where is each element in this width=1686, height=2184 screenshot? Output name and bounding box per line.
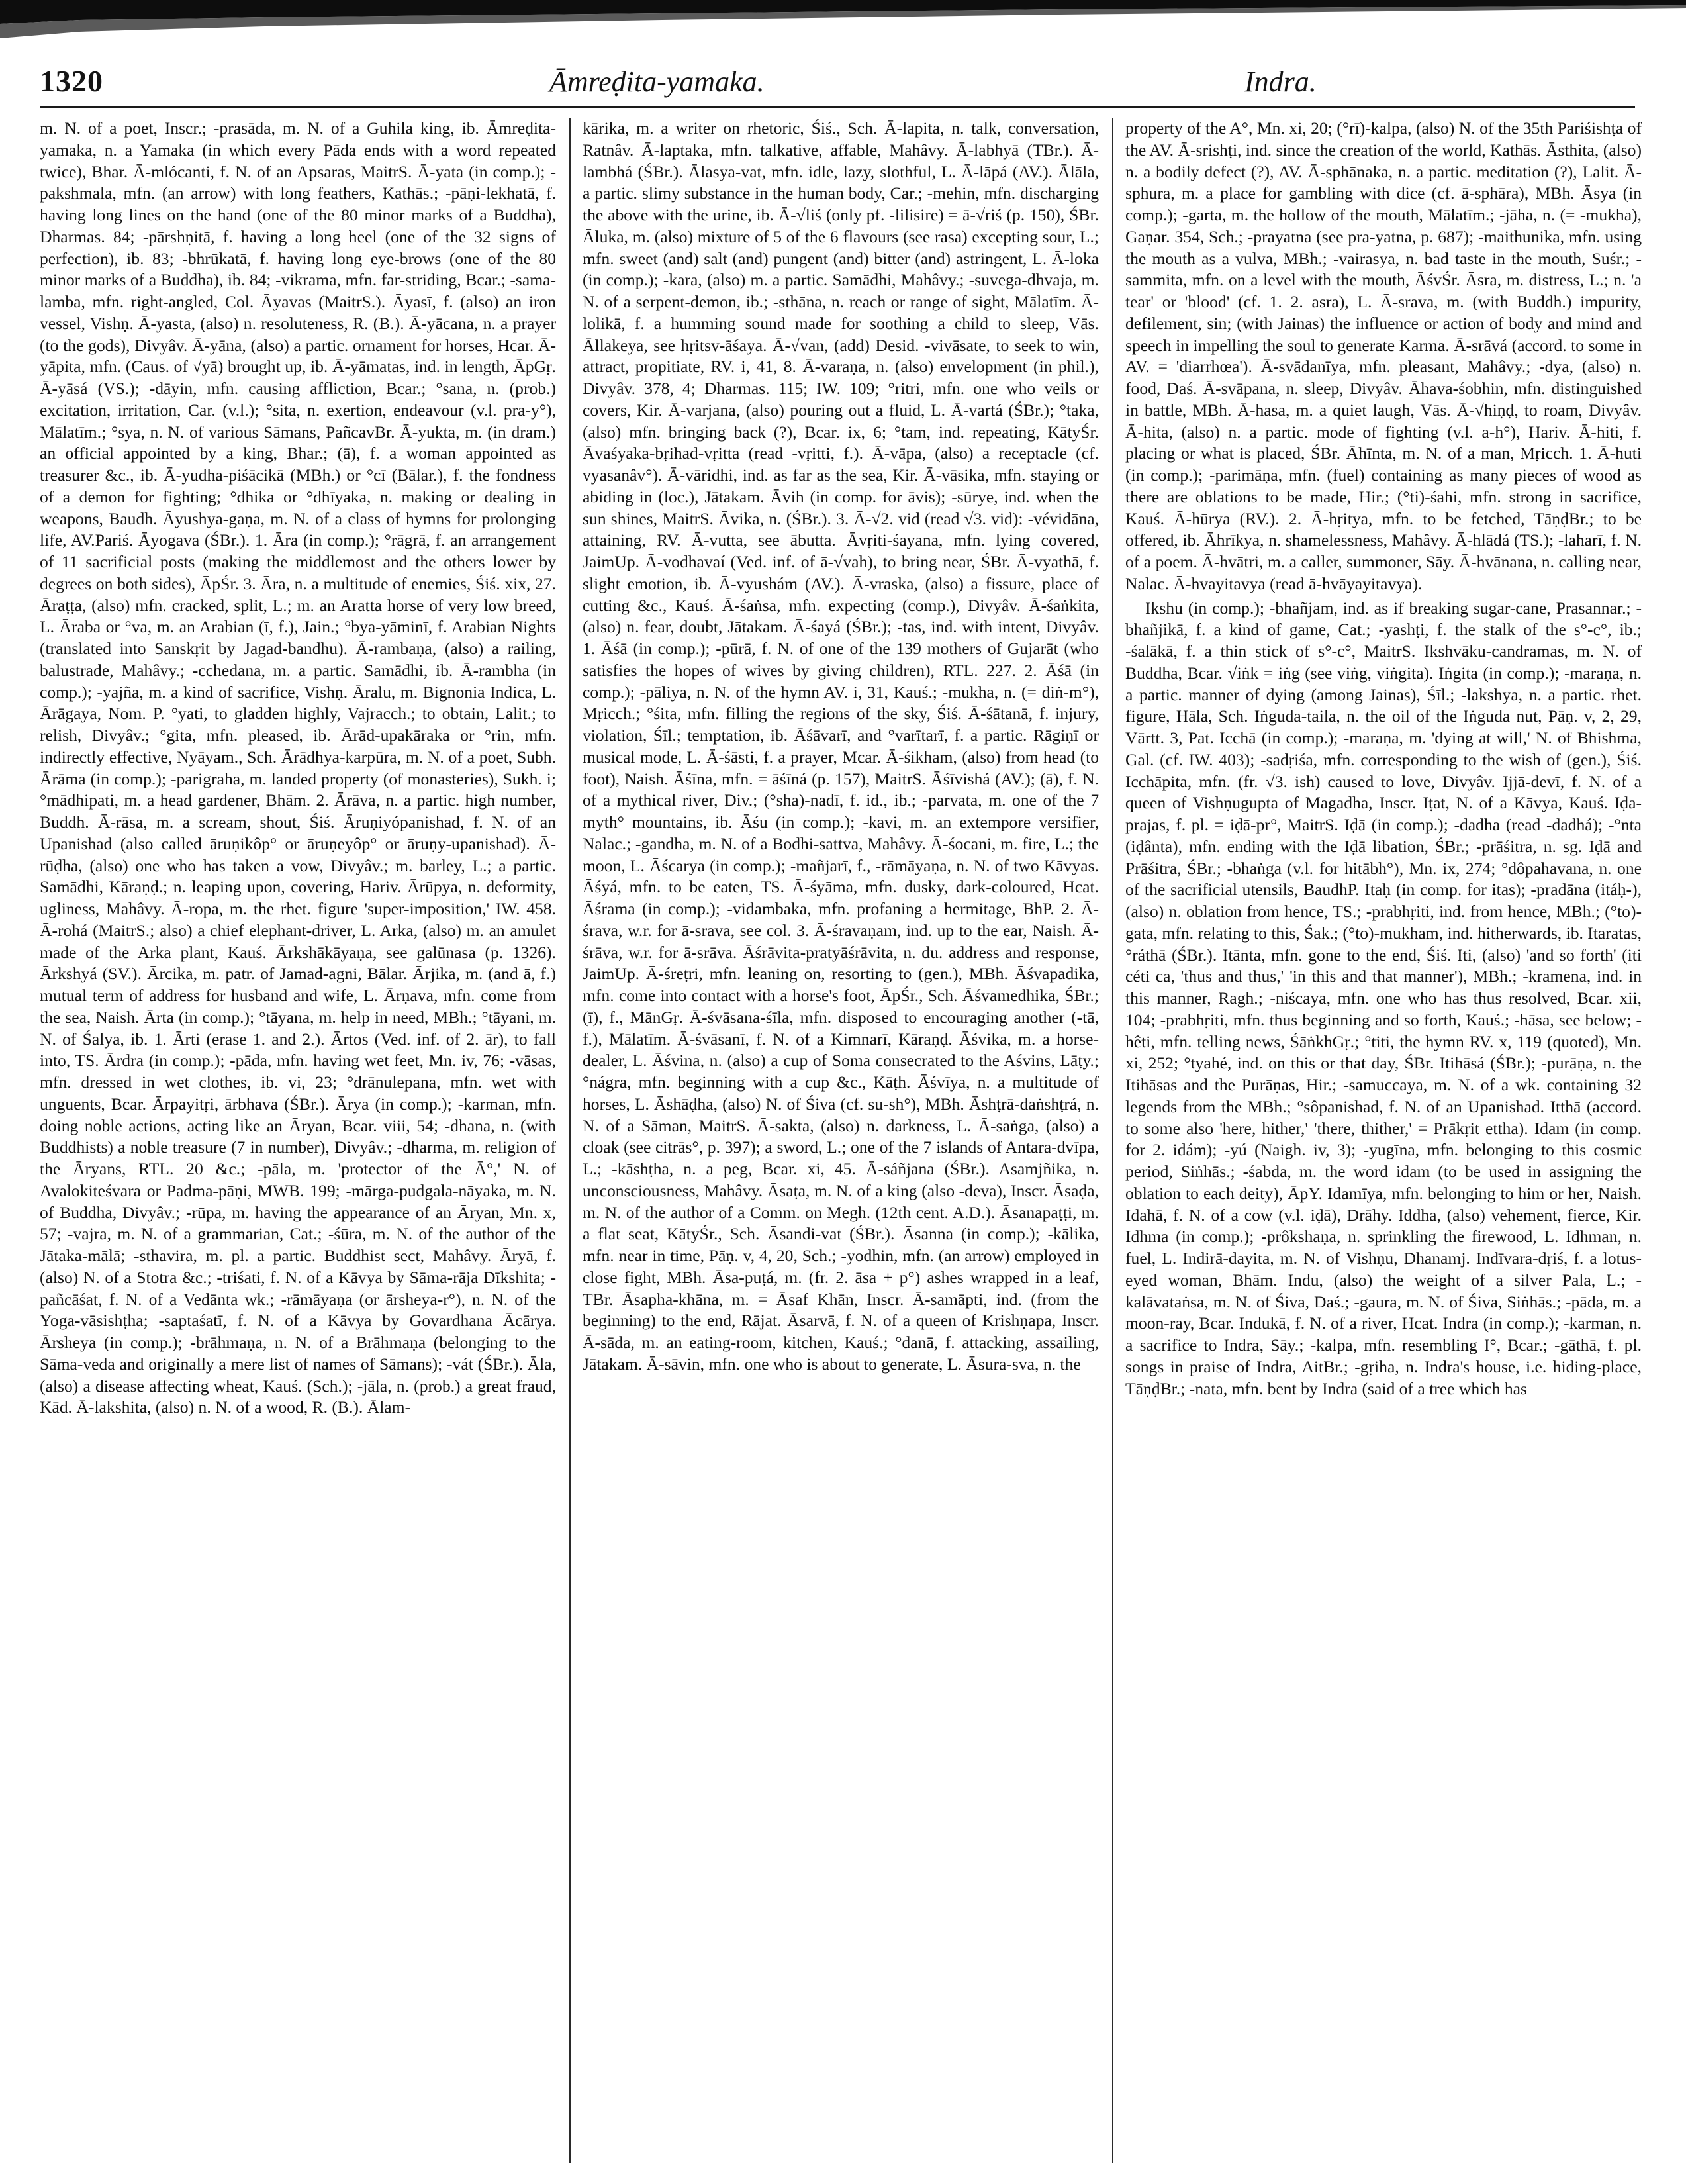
running-head-last-entry: Indra. [1244, 66, 1317, 98]
scan-edge-shape [0, 0, 1686, 56]
header-rule [40, 106, 1635, 108]
scan-edge-shadow [0, 0, 1686, 56]
column-3 [1125, 118, 1642, 2170]
page-number: 1320 [40, 64, 103, 98]
column-3-text-a: property of the A°, Mn. xi, 20; (°rī)-kalpa, (also) N. of the 35th Pariśishṭa of the AV. Ā-srishṭi, ind. since the creation of the world, Kathās. Āsthita, (also) n. a bodily defect (?), AV. Ā-sphānaka, n. a partic. meditation (?), Lalit. Ā-sphura, m. a place for gambling with dice (cf. ā-sphāra), MBh. Āsya (in comp.); -garta, m. the hollow of the mouth, Mālatīm.; -jāha, n. (= -mukha), Gaṇar. 354, Sch.; -prayatna (see pra-yatna, p. 687); -maithunika, mfn. using the mouth as a vulva, MBh.; -vairasya, n. bad taste in the mouth, Suśr.; -sammita, mfn. on a level with the mouth, ĀśvŚr. Āsra, m. distress, L.; n. 'a tear' or 'blood' (cf. 1. 2. asra), L. Ā-srava, m. (with Buddh.) impurity, defilement, sin; (with Jainas) the influence or action of body and mind and speech in impelling the soul to generate Karma. Ā-srāvá (accord. to some in AV. = 'diarrhœa'). Ā-svādanīya, mfn. pleasant, Mahâvy.; -dya, (also) n. food, Daś. Ā-svāpana, n. sleep, Divyâv. Āhava-śobhin, mfn. distinguished in battle, MBh. Ā-hasa, m. a quiet laugh, Vās. Ā-√hiṇḍ, to roam, Divyâv. Ā-hita, (also) n. a partic. mode of fighting (v.l. a-h°), Hariv. Ā-hiti, f. placing or what is placed, ŚBr. Āhīnta, m. N. of a man, Mṛicch. 1. Ā-huti (in comp.); -parimāṇa, mfn. (fuel) containing as many pieces of wood as there are oblations to be made, Hir.; (°ti)-śahi, mfn. strong in sacrifice, Kauś. Ā-hūrya (RV.). 2. Ā-hṛitya, mfn. to be fetched, TāṇḍBr.; to be offered, ib. Āhrīkya, n. shamelessness, Mahâvy. Ā-hlādá (TS.); -laharī, f. N. of a poem. Ā-hvātri, m. a caller, summoner, Sāy. Ā-hvānana, n. calling near, Nalac. Ā-hvayitavya (read ā-hvāyayitavya). [1125, 119, 1642, 593]
column-1-text: m. N. of a poet, Inscr.; -prasāda, m. N. of a Guhila king, ib. Āmreḍita-yamaka, n. a Yamaka (in which every Pāda ends with a word repeated twice), Bhar. Ā-mlócanti, f. N. of an Apsaras, MaitrS. Ā-yata (in comp.); -pakshmala, mfn. (an arrow) with long feathers, Kathās.; -pāṇi-lekhatā, f. having long lines on the hand (one of the 80 minor marks of a Buddha), Dharmas. 84; -pārshṇitā, f. having a long heel (one of the 32 signs of perfection), ib. 83; -bhrūkatā, f. having long eye-brows (one of the 80 minor marks of a Buddha), ib. 84; -vikrama, mfn. far-striding, Bcar.; -sama-lamba, mfn. right-angled, Col. Āyavas (MaitrS.). Āyasī, f. (also) an iron vessel, Vishṇ. Ā-yasta, (also) n. resoluteness, R. (B.). Ā-yācana, n. a prayer (to the gods), Divyâv. Ā-yāna, (also) a partic. ornament for horses, Hcar. Ā-yāpita, mfn. (Caus. of √yā) brought up, ib. Ā-yāmatas, ind. in length, ĀpGṛ. Ā-yāsá (VS.); -dāyin, mfn. causing affliction, Bcar.; °sana, n. (prob.) excitation, irritation, Car. (v.l.); °sita, n. exertion, endeavour (v.l. pra-y°), Mālatīm.; °sya, n. N. of various Sāmans, PañcavBr. Ā-yukta, m. (in dram.) an official appointed by a king, Bhar.; (ā), f. a woman appointed as treasurer &c., ib. Ā-yudha-piśācikā (MBh.) or °cī (Bālar.), f. the fondness of a demon for fighting; °dhika or °dhīyaka, n. making or dealing in weapons, Baudh. Āyushya-gaṇa, m. N. of a class of hymns for prolonging life, AV.Pariś. Āyogava (ŚBr.). 1. Āra (in comp.); °rāgrā, f. an arrangement of 11 sacrificial posts (making the middlemost and the others lower by degrees on both sides), ĀpŚr. 3. Āra, n. a multitude of enemies, Śiś. xix, 27. Āraṭṭa, (also) mfn. cracked, split, L.; m. an Aratta horse of very low breed, L. Āraba or °va, m. an Arabian (ī, f.), Jain.; °bya-yāminī, f. Arabian Nights (translated into Sanskṛit by Jagad-bandhu). Ā-rambaṇa, (also) a railing, balustrade, Mahâvy.; -cchedana, m. a partic. Samādhi, ib. Ā-rambha (in comp.); -yajña, m. a kind of sacrifice, Vishṇ. Āralu, m. Bignonia Indica, L. Ārāgaya, Nom. P. °yati, to gladden highly, Vajracch.; to obtain, Lalit.; to relish, Divyâv.; °gita, mfn. pleased, ib. Ārād-upakāraka or °rin, mfn. indirectly effective, Nyāyam., Sch. Ārādhya-karpūra, m. N. of a poet, Subh. Ārāma (in comp.); -parigraha, m. landed property (of monasteries), Sukh. i; °mādhipati, m. a head gardener, Bhām. 2. Ārāva, n. a partic. high number, Buddh. Ā-rāsa, m. a scream, shout, Śiś. Āruṇiyópanishad, f. N. of an Upanishad (also called āruṇikôp° or āruṇeyôp° or āruṇy-upanishad). Ā-rūḍha, (also) one who has taken a vow, Divyâv.; m. barley, L.; a partic. Samādhi, Kāraṇḍ.; n. leaping upon, covering, Hariv. Ārūpya, n. deformity, ugliness, Mahâvy. Ā-ropa, m. the rhet. figure 'super-imposition,' IW. 458. Ā-rohá (MaitrS.; also) a chief elephant-driver, L. Arka, (also) m. an amulet made of the Arka plant, Kauś. Ārkshākāyaṇa, see galūnasa (p. 1326). Ārkshyá (SV.). Ārcika, m. patr. of Jamad-agni, Bālar. Ārjika, m. (and ā, f.) mutual term of address for husband and wife, L. Ārṇava, mfn. come from the sea, Naish. Ārta (in comp.); °tāyana, m. help in need, MBh.; °tāyani, m. N. of Śalya, ib. 1. Ārti (erase 1. and 2.). Ārtos (Ved. inf. of 2. ār), to fall into, TS. Ārdra (in comp.); -pāda, mfn. having wet feet, Mn. iv, 76; -vāsas, mfn. dressed in wet clothes, ib. vi, 23; °drānulepana, mfn. wet with unguents, Bcar. Ārpayitṛi, ārbhava (ŚBr.). Ārya (in comp.); -karman, mfn. doing noble actions, acting like an Āryan, Bcar. viii, 54; -dhana, n. (with Buddhists) a noble treasure (7 in number), Divyâv.; -dharma, m. religion of the Āryans, RTL. 20 &c.; -pāla, m. 'protector of the Ā°,' N. of Avalokiteśvara or Padma-pāṇi, MWB. 199; -mārga-pudgala-nāyaka, m. N. of Buddha, Divyâv.; -rūpa, m. having the appearance of an Āryan, Mn. x, 57; -vajra, m. N. of a grammarian, Cat.; -śūra, m. N. of the author of the Jātaka-mālā; -sthavira, m. pl. a partic. Buddhist sect, Mahâvy. Āryā, f. (also) N. of a Stotra &c.; -triśati, f. N. of a Kāvya by Sāma-rāja Dīkshita; -pañcāśat, f. N. of a Vedānta wk.; -rāmāyaṇa (or ārsheya-r°), n. N. of the Yoga-vāsishṭha; -saptaśatī, f. N. of a Kāvya by Govardhana Ācārya. Ārsheya (in comp.); -brāhmaṇa, n. N. of a Brāhmaṇa (belonging to the Sāma-veda and originally a mere list of names of Sāmans); -vát (ŚBr.). Āla, (also) a disease affecting wheat, Kauś. (Sch.); -jāla, n. (prob.) a great fraud, Kād. Ā-lakshita, (also) n. N. of a wood, R. (B.). Ālam- [40, 119, 556, 1417]
column-divider-1 [569, 118, 571, 2163]
column-3-text-b: Ikshu (in comp.); -bhañjam, ind. as if breaking sugar-cane, Prasannar.; -bhañjikā, f. a kind of game, Cat.; -yashṭi, f. the stalk of the s°-c°, ib.; -śalākā, f. a thin stick of s°-c°, MaitrS. Ikshvāku-candramas, m. N. of Buddha, Bcar. √iṅk = iṅg (see viṅg, viṅgita). Iṅgita (in comp.); -maraṇa, n. a partic. manner of dying (among Jainas), Śīl.; -lakshya, n. a partic. rhet. figure, Hāla, Sch. Iṅguda-taila, n. the oil of the Iṅguda nut, Pāṇ. v, 2, 29, Vārtt. 3, Pat. Icchā (in comp.); -maraṇa, m. 'dying at will,' N. of Bhishma, Gal. (cf. IW. 403); -sadṛiśa, mfn. corresponding to the wish of (gen.), Śiś. Icchāpita, mfn. (fr. √3. ish) caused to love, Divyâv. Ijjā-devī, f. N. of a queen of Vishṇugupta of Magadha, Inscr. Iṭat, N. of a Kāvya, Kauś. Iḍa-prajas, f. pl. = iḍā-pr°, MaitrS. Iḍā (in comp.); -dadha (read -dadhá); -°nta (iḍânta), mfn. ending with the Iḍā libation, ŚBr.; -prāśitra, n. sg. Iḍā and Prāśitra, ŚBr.; -bhaṅga (v.l. for hitābh°), Mn. ix, 274; °dôpahavana, n. one of the sacrificial utensils, BaudhP. Itaḥ (in comp. for itas); -pradāna (itáḥ-), (also) n. oblation from hence, TS.; -prabhṛiti, ind. from hence, MBh.; (°to)-gata, mfn. relating to this, Śak.; (°to)-mukham, ind. hitherwards, ib. Itaratas, °ráthā (ŚBr.). Itānta, mfn. gone to the end, Śiś. Iti, (also) 'and so forth' (iti céti ca, 'thus and thus,' 'in this and that manner'), MBh.; -kramena, ind. in this manner, Ragh.; -niścaya, mfn. one who has thus resolved, Bcar. xii, 104; -prabhṛiti, mfn. thus beginning and so forth, Kauś.; -hāsa, see below; -hêti, mfn. telling news, ŚāṅkhGṛ.; °titi, the hymn RV. x, 119 (quoted), Mn. xi, 252; °tyahé, ind. on this or that day, ŚBr. Itihāsá (ŚBr.); -purāṇa, n. the Itihāsas and the Purāṇas, Hir.; -samuccaya, m. N. of a wk. containing 32 legends from the MBh.; °sôpanishad, f. N. of an Upanishad. Itthā (accord. to some also 'here, hither,' 'there, thither,' = Prākṛit ettha). Idam (in comp. for 2. idám); -yú (Naigh. iv, 3); -yugīna, mfn. belonging to this cosmic period, Siṅhās.; -śabda, m. the word idam (to be used in assigning the oblation to each deity), ĀpY. Idamīya, mfn. belonging to him or her, Naish. Idahā, f. N. of a cow (v.l. iḍā), Drāhy. Iddha, (also) vehement, fierce, Kir. Idhma (in comp.); -prôkshaṇa, n. sprinkling the firewood, L. Idhman, n. fuel, L. Indirā-dayita, m. N. of Vishṇu, Dhanamj. Indīvara-dṛiś, f. a lotus-eyed woman, Bhām. Indu, (also) the weight of a silver Pala, L.; -kalāvataṅsa, m. N. of Śiva, Daś.; -gaura, m. N. of Śiva, Siṅhās.; -pāda, m. a moon-ray, Bcar. Indukā, f. N. of a river, Hcat. Indra (in comp.); -karman, n. a sacrifice to Indra, Sāy.; -kalpa, mfn. resembling I°, Bcar.; -gāthā, f. pl. songs in praise of Indra, AitBr.; -gṛiha, n. Indra's house, i.e. hiding-place, TāṇḍBr.; -nata, mfn. bent by Indra (said of a tree which has [1125, 598, 1642, 1398]
dictionary-columns [40, 118, 1642, 2170]
column-1 [40, 118, 556, 2170]
page-header [40, 64, 1648, 117]
column-2 [583, 118, 1099, 2170]
column-divider-2 [1112, 118, 1113, 2163]
running-head-first-entry: Āmreḍita-yamaka. [549, 66, 765, 98]
column-2-text: kārika, m. a writer on rhetoric, Śiś., Sch. Ā-lapita, n. talk, conversation, Ratnâv. Ā-laptaka, mfn. talkative, affable, Mahâvy. Ā-labhyā (TBr.). Ā-lambhá (ŚBr.). Ālasya-vat, mfn. idle, lazy, slothful, L. Ā-lāpá (AV.). Ālāla, a partic. slimy substance in the human body, Car.; -mehin, mfn. discharging the above with the urine, ib. Ā-√liś (only pf. -lilisire) = ā-√riś (p. 150), ŚBr. Āluka, m. (also) mixture of 5 of the 6 flavours (see rasa) excepting sour, L.; mfn. sweet (and) salt (and) pungent (and) bitter (and) astringent, L. Ā-loka (in comp.); -kara, (also) m. a partic. Samādhi, Mahâvy.; -suvega-dhvaja, m. N. of a serpent-demon, ib.; -sthāna, n. reach or range of sight, Mālatīm. Ā-lolikā, f. a humming sound made for soothing a child to sleep, Vās. Āllakeya, see hṛitsv-āśaya. Ā-√van, (add) Desid. -vivāsate, to seek to win, attract, propitiate, RV. i, 41, 8. Ā-varaṇa, n. (also) envelopment (in phil.), Divyâv. 378, 4; Dharmas. 115; IW. 109; °ritri, mfn. one who veils or covers, Kir. Ā-varjana, (also) pouring out a fluid, L. Ā-vartá (ŚBr.); °taka, (also) mfn. bringing back (?), Bcar. ix, 6; °tam, ind. repeating, KātyŚr. Āvaśyaka-bṛihad-vṛitta (read -vṛitti, f.). Ā-vāpa, (also) a receptacle (cf. vyasanâv°). Ā-vāridhi, ind. as far as the sea, Kir. Ā-vāsika, mfn. staying or abiding in (loc.), Jātakam. Āvih (in comp. for āvis); -sūrye, ind. when the sun shines, MaitrS. Āvika, n. (ŚBr.). 3. Ā-√2. vid (read √3. vid): -vévidāna, attaining, RV. Ā-vutta, see ābutta. Āvṛiti-śayana, mfn. lying covered, JaimUp. Ā-vodhavaí (Ved. inf. of ā-√vah), to bring near, ŚBr. Ā-vyathā, f. slight emotion, ib. Ā-vyushám (AV.). Ā-vraska, (also) a fissure, place of cutting &c., Kauś. Ā-śaṅsa, mfn. expecting (comp.), Divyâv. Ā-śaṅkita, (also) n. fear, doubt, Jātakam. Ā-śayá (ŚBr.); -tas, ind. with intent, Divyâv. 1. Āśā (in comp.); -pūrā, f. N. of one of the 139 mothers of Gujarāt (who satisfies the hopes of wives by giving children), RTL. 227. 2. Āśā (in comp.); -pāliya, n. N. of the hymn AV. i, 31, Kauś.; -mukha, n. (= diṅ-m°), Mṛicch.; °śita, mfn. filling the regions of the sky, Śiś. Ā-śātanā, f. injury, violation, Śīl.; temptation, ib. Āśāvarī, and °varītarī, f. a partic. Rāgiṇī or musical mode, L. Ā-śāsti, f. a prayer, Mcar. Ā-śikham, (also) from head (to foot), Naish. Āśīna, mfn. = āśīná (p. 157), MaitrS. Āśīvishá (AV.); (ā), f. N. of a mythical river, Div.; (°sha)-nadī, f. id., ib.; -parvata, m. one of the 7 myth° mountains, ib. Āśu (in comp.); -kavi, m. an extempore versifier, Nalac.; -gandha, m. N. of a Bodhi-sattva, Mahâvy. Ā-śocani, m. fire, L.; the moon, L. Āścarya (in comp.); -mañjarī, f., -rāmāyaṇa, n. N. of two Kāvyas. Āśyá, mfn. to be eaten, TS. Ā-śyāma, mfn. dusky, dark-coloured, Hcat. Āśrama (in comp.); -vidambaka, mfn. profaning a hermitage, BhP. 2. Ā-śrava, w.r. for ā-srava, see col. 3. Ā-śravaṇam, ind. up to the ear, Naish. Ā-śrāva, w.r. for ā-srāva. Āśrāvita-pratyāśrāvita, n. du. address and response, JaimUp. Ā-śreṭri, mfn. leaning on, resorting to (gen.), MBh. Āśvapadika, mfn. come into contact with a horse's foot, ĀpŚr., Sch. Āśvamedhika, ŚBr.; (ī), f., MānGṛ. Ā-śvāsana-śīla, mfn. disposed to encouraging another (-tā, f.), Mālatīm. Ā-śvāsanī, f. N. of a Kimnarī, Kāraṇḍ. Āśvika, m. a horse-dealer, L. Āśvina, n. (also) a cup of Soma consecrated to the Aśvins, Lāṭy.; °nágra, mfn. beginning with a cup &c., Kāṭh. Āśvīya, n. a multitude of horses, L. Āshāḍha, (also) N. of Śiva (cf. su-sh°), MBh. Āshṭrā-daṅshṭrá, n. N. of a Sāman, MaitrS. Ā-sakta, (also) n. darkness, L. Ā-saṅga, (also) a cloak (see citrās°, p. 397); a sword, L.; one of the 7 islands of Antara-dvīpa, L.; -kāshṭha, n. a peg, Bcar. xi, 45. Ā-sáñjana (ŚBr.). Asamjñika, n. unconsciousness, Mahâvy. Āsaṭa, m. N. of a king (also -deva), Inscr. Āsaḍa, m. N. of the author of a Comm. on Megh. (12th cent. A.D.). Āsanapaṭṭi, m. a flat seat, KātyŚr., Sch. Āsandi-vat (ŚBr.). Āsanna (in comp.); -kālika, mfn. near in time, Pāṇ. v, 4, 20, Sch.; -yodhin, mfn. (an arrow) employed in close fight, MBh. Āsa-puṭá, m. (fr. 2. āsa + p°) ashes wrapped in a leaf, TBr. Āsapha-khāna, m. = Āsaf Khān, Inscr. Ā-samāpti, ind. (from the beginning) to the end, Rājat. Āsarvā, f. N. of a queen of Krishṇapa, Inscr. Ā-sāda, m. an eating-room, kitchen, Kauś.; °danā, f. attacking, assailing, Jātakam. Ā-sāvin, mfn. one who is about to generate, L. Āsura-sva, n. the [583, 119, 1099, 1374]
